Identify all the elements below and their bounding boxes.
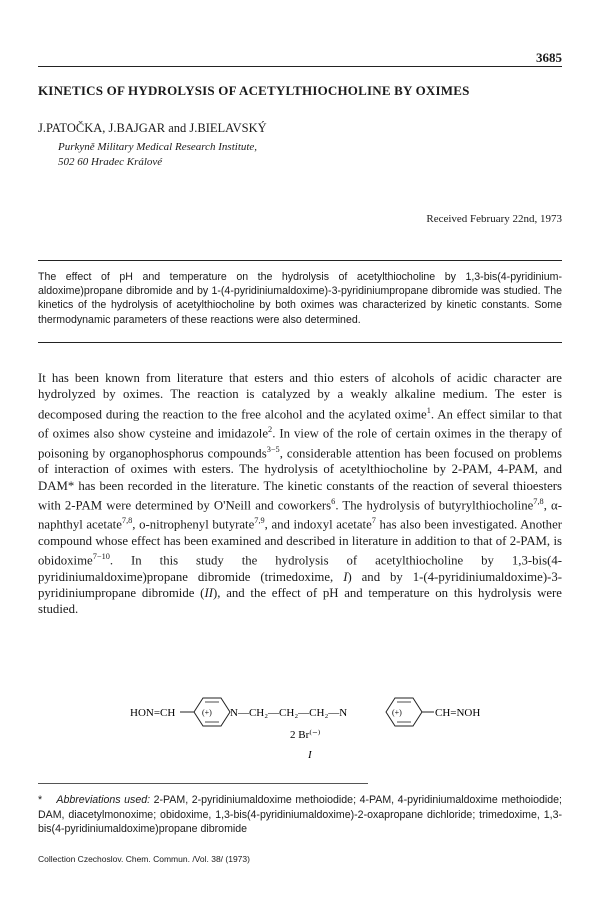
body-text-segment: , α-naphthyl acetate [38, 498, 563, 532]
footnote-rule [38, 783, 368, 784]
footnote [38, 793, 562, 837]
body-paragraph [38, 370, 562, 618]
received-date: Received February 22nd, 1973 [426, 213, 562, 225]
chemical-structure [130, 690, 510, 770]
body-text-segment: , considerable attention has been focused on problems of interaction of oximes with esters. The hydrolysis of acetylthiocholine by 2-PAM, 4-PAM, and DAM* has been recorded in the literature. The kinetic constants of the reaction of several thioesters with 2-PAM were determined by O'Neill and coworkers [38, 445, 562, 513]
body-text-segment: , o-nitrophenyl butyrate [132, 517, 255, 532]
reference-marker: 7−10 [92, 552, 110, 562]
compound-label: I [343, 569, 348, 584]
body-text-segment: , and indoxyl acetate [264, 517, 372, 532]
body-text-segment: has also been investigated. Another compound whose effect has been examined and described in literature in addition to that of 2-PAM, is obidoxime [38, 517, 563, 568]
structure-label: I [308, 749, 312, 761]
pyridinium-ring-left [194, 698, 230, 726]
body-text-segment: . In view of the role of certain oximes in the therapy of poisoning by organophosphorus compounds [38, 426, 562, 460]
footnote-label: Abbreviations used: [56, 794, 151, 806]
body-text-segment: It has been known from literature that esters and thio esters of alcohols of acidic character are hydrolyzed by oximes. The reaction is catalyzed by a weakly alkaline medium. The ester is decomposed during the reaction to the free alcohol and the acylated oxime [38, 371, 562, 421]
structure-counterion: 2 Br⁽⁻⁾ [290, 729, 321, 741]
header-rule [38, 66, 562, 67]
authors: J.PATOČKA, J.BAJGAR and J.BIELAVSKÝ [38, 121, 267, 135]
body-text-segment: . The hydrolysis of butyrylthiocholine [335, 498, 534, 513]
body-text-segment: . In this study the hydrolysis of acetylthiocholine by 1,3-bis(4-pyridiniumaldoxime)propane dibromide (trimedoxime, [38, 553, 562, 584]
structure-left-group: HON=CH [130, 707, 176, 719]
reference-marker: 7,8 [533, 496, 544, 506]
page-number: 3685 [536, 50, 562, 65]
affiliation-line-1: Purkyně Military Medical Research Institute, [58, 141, 258, 153]
reference-marker: 1 [426, 405, 431, 415]
reference-marker: 3−5 [266, 444, 280, 454]
article-title: KINETICS OF HYDROLYSIS OF ACETYLTHIOCHOLINE BY OXIMES [38, 83, 470, 98]
reference-marker: 7,8 [121, 516, 133, 526]
compound-label: II [204, 586, 213, 601]
journal-footer: Collection Czechoslov. Chem. Commun. /Vol. 38/ (1973) [38, 854, 250, 864]
body-text-segment: ), and the effect of pH and temperature on this hydrolysis were studied. [38, 586, 562, 617]
footnote-marker: * [38, 794, 43, 806]
footnote-text: 2-PAM, 2-pyridiniumaldoxime methoiodide; 4-PAM, 4-pyridiniumaldoxime methoiodide; DAM, diacetylmonoxime; obidoxime, 1,3-bis(4-pyridiniumaldoxime)-2-oxapropane dichloride; trimedoxime, 1,3-bis(4-pyridiniumaldoxime)propane dibromide [38, 794, 562, 835]
structure-left-charge: (+) [202, 708, 212, 717]
reference-marker: 7,9 [254, 516, 265, 526]
affiliation-line-2: 502 60 Hradec Králové [58, 156, 163, 168]
structure-right-group: CH=NOH [435, 707, 481, 719]
abstract-top-rule [38, 260, 562, 261]
structure-right-charge: (+) [392, 708, 402, 717]
body-text-segment: ) and by 1-(4-pyridiniumaldoxime)-3-pyridiniumpropane dibromide ( [38, 569, 562, 601]
reference-marker: 7 [371, 516, 376, 526]
abstract-bottom-rule [38, 342, 562, 343]
reference-marker: 2 [268, 425, 273, 435]
reference-marker: 6 [331, 496, 336, 506]
abstract: The effect of pH and temperature on the hydrolysis of acetylthiocholine by 1,3-bis(4-pyridinium-aldoxime)propane dibromide and by 1-(4-pyridiniumaldoxime)-3-pyridiniumpropane dibromide was studied. The kinetics of the hydrolysis of acetylthiocholine by both oximes was characterized by kinetic constants. Some thermodynamic parameters of these reactions were also determined. [38, 271, 562, 326]
structure-chain: N—CH₂—CH₂—CH₂—N [230, 707, 348, 719]
body-text-segment: . An effect similar to that of oximes also show cysteine and imidazole [38, 406, 562, 441]
